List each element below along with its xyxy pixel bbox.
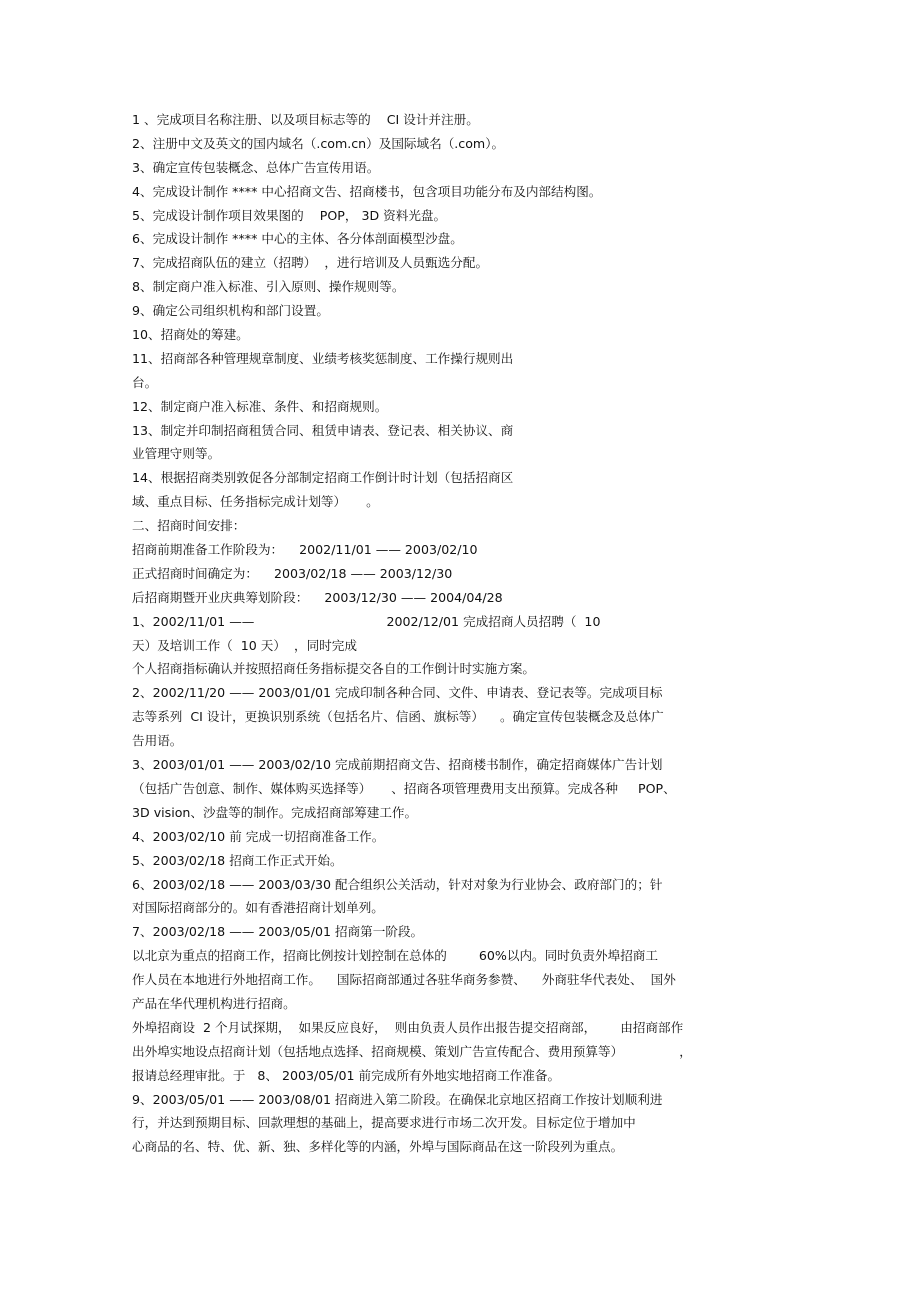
text-line: 招商前期准备工作阶段为： 2002/11/01 —— 2003/02/10	[132, 542, 478, 558]
text-line: 3、2003/01/01 —— 2003/02/10 完成前期招商文告、招商楼书制作，确定招商媒体广告计划	[132, 757, 663, 773]
text-line: 正式招商时间确定为： 2003/02/18 —— 2003/12/30	[132, 565, 453, 581]
text-line: 12、制定商户准入标准、条件、和招商规则。	[132, 398, 388, 414]
text-line: 10、招商处的筹建。	[132, 327, 249, 343]
text-line: 对国际招商部分的。如有香港招商计划单列。	[132, 900, 384, 916]
text-line: 外埠招商设 2 个月试探期， 如果反应良好， 则由负责人员作出报告提交招商部， 由招商部作	[132, 1019, 684, 1035]
text-line: 天）及培训工作（ 10 天） ，同时完成	[132, 637, 357, 653]
text-line: 业管理守则等。	[132, 446, 221, 462]
text-line: 7、2003/02/18 —— 2003/05/01 招商第一阶段。	[132, 924, 424, 940]
text-line: 5、完成设计制作项目效果图的 POP， 3D 资料光盘。	[132, 207, 447, 223]
text-line: （包括广告创意、制作、媒体购买选择等） 、招商各项管理费用支出预算。完成各种 POP、	[132, 780, 676, 796]
text-line: 域、重点目标、任务指标完成计划等） 。	[132, 494, 379, 510]
document-body	[132, 108, 792, 1159]
text-line: 后招商期暨开业庆典筹划阶段： 2003/12/30 —— 2004/04/28	[132, 589, 503, 605]
text-line: 以北京为重点的招商工作，招商比例按计划控制在总体的 60%以内。同时负责外埠招商工	[132, 948, 658, 964]
text-line: 报请总经理审批。于 8、 2003/05/01 前完成所有外地实地招商工作准备。	[132, 1067, 561, 1083]
text-line: 行，并达到预期目标、回款理想的基础上，提高要求进行市场二次开发。目标定位于增加中	[132, 1115, 636, 1131]
text-line: 志等系列 CI 设计，更换识别系统（包括名片、信函、旗标等） 。确定宣传包装概念及总体广	[132, 709, 664, 725]
text-line: 5、2003/02/18 招商工作正式开始。	[132, 852, 343, 868]
text-line: 9、确定公司组织机构和部门设置。	[132, 303, 329, 319]
text-line: 1 、完成项目名称注册、以及项目标志等的 CI 设计并注册。	[132, 112, 479, 127]
text-line: 9、2003/05/01 —— 2003/08/01 招商进入第二阶段。在确保北京地区招商工作按计划顺利进	[132, 1091, 663, 1107]
text-line: 14、根据招商类别敦促各分部制定招商工作倒计时计划（包括招商区	[132, 470, 514, 486]
text-line: 产品在华代理机构进行招商。	[132, 995, 296, 1011]
text-line: 7、完成招商队伍的建立（招聘） ，进行培训及人员甄选分配。	[132, 255, 489, 271]
text-line: 3D vision、沙盘等的制作。完成招商部筹建工作。	[132, 804, 418, 820]
text-line: 台。	[132, 374, 158, 390]
text-line: 心商品的名、特、优、新、独、多样化等的内涵，外埠与国际商品在这一阶段列为重点。	[132, 1139, 624, 1155]
text-line: 11、招商部各种管理规章制度、业绩考核奖惩制度、工作操行规则出	[132, 350, 514, 366]
text-line: 出外埠实地设点招商计划（包括地点选择、招商规模、策划广告宣传配合、费用预算等） ，	[132, 1043, 692, 1059]
text-line: 4、2003/02/10 前 完成一切招商准备工作。	[132, 828, 385, 844]
text-line: 2、注册中文及英文的国内域名（.com.cn）及国际域名（.com）。	[132, 135, 505, 151]
text-line: 作人员在本地进行外地招商工作。 国际招商部通过各驻华商务参赞、 外商驻华代表处、 国外	[132, 972, 676, 988]
text-line: 6、完成设计制作 **** 中心的主体、各分体剖面模型沙盘。	[132, 231, 463, 247]
text-line: 2、2002/11/20 —— 2003/01/01 完成印制各种合同、文件、申请表、登记表等。完成项目标	[132, 685, 663, 701]
text-line: 二、招商时间安排：	[132, 518, 246, 534]
text-line: 6、2003/02/18 —— 2003/03/30 配合组织公关活动，针对对象为行业协会、政府部门的；针	[132, 876, 663, 892]
text-line: 3、确定宣传包装概念、总体广告宣传用语。	[132, 159, 380, 175]
text-line: 告用语。	[132, 733, 183, 749]
text-line: 个人招商指标确认并按照招商任务指标提交各自的工作倒计时实施方案。	[132, 661, 535, 677]
text-line: 4、完成设计制作 **** 中心招商文告、招商楼书，包含项目功能分布及内部结构图。	[132, 183, 602, 199]
text-line: 13、制定并印制招商租赁合同、租赁申请表、登记表、相关协议、商	[132, 422, 514, 438]
text-line: 1、2002/11/01 —— 2002/12/01 完成招商人员招聘（ 10	[132, 613, 601, 629]
text-line: 8、制定商户准入标准、引入原则、操作规则等。	[132, 279, 405, 295]
